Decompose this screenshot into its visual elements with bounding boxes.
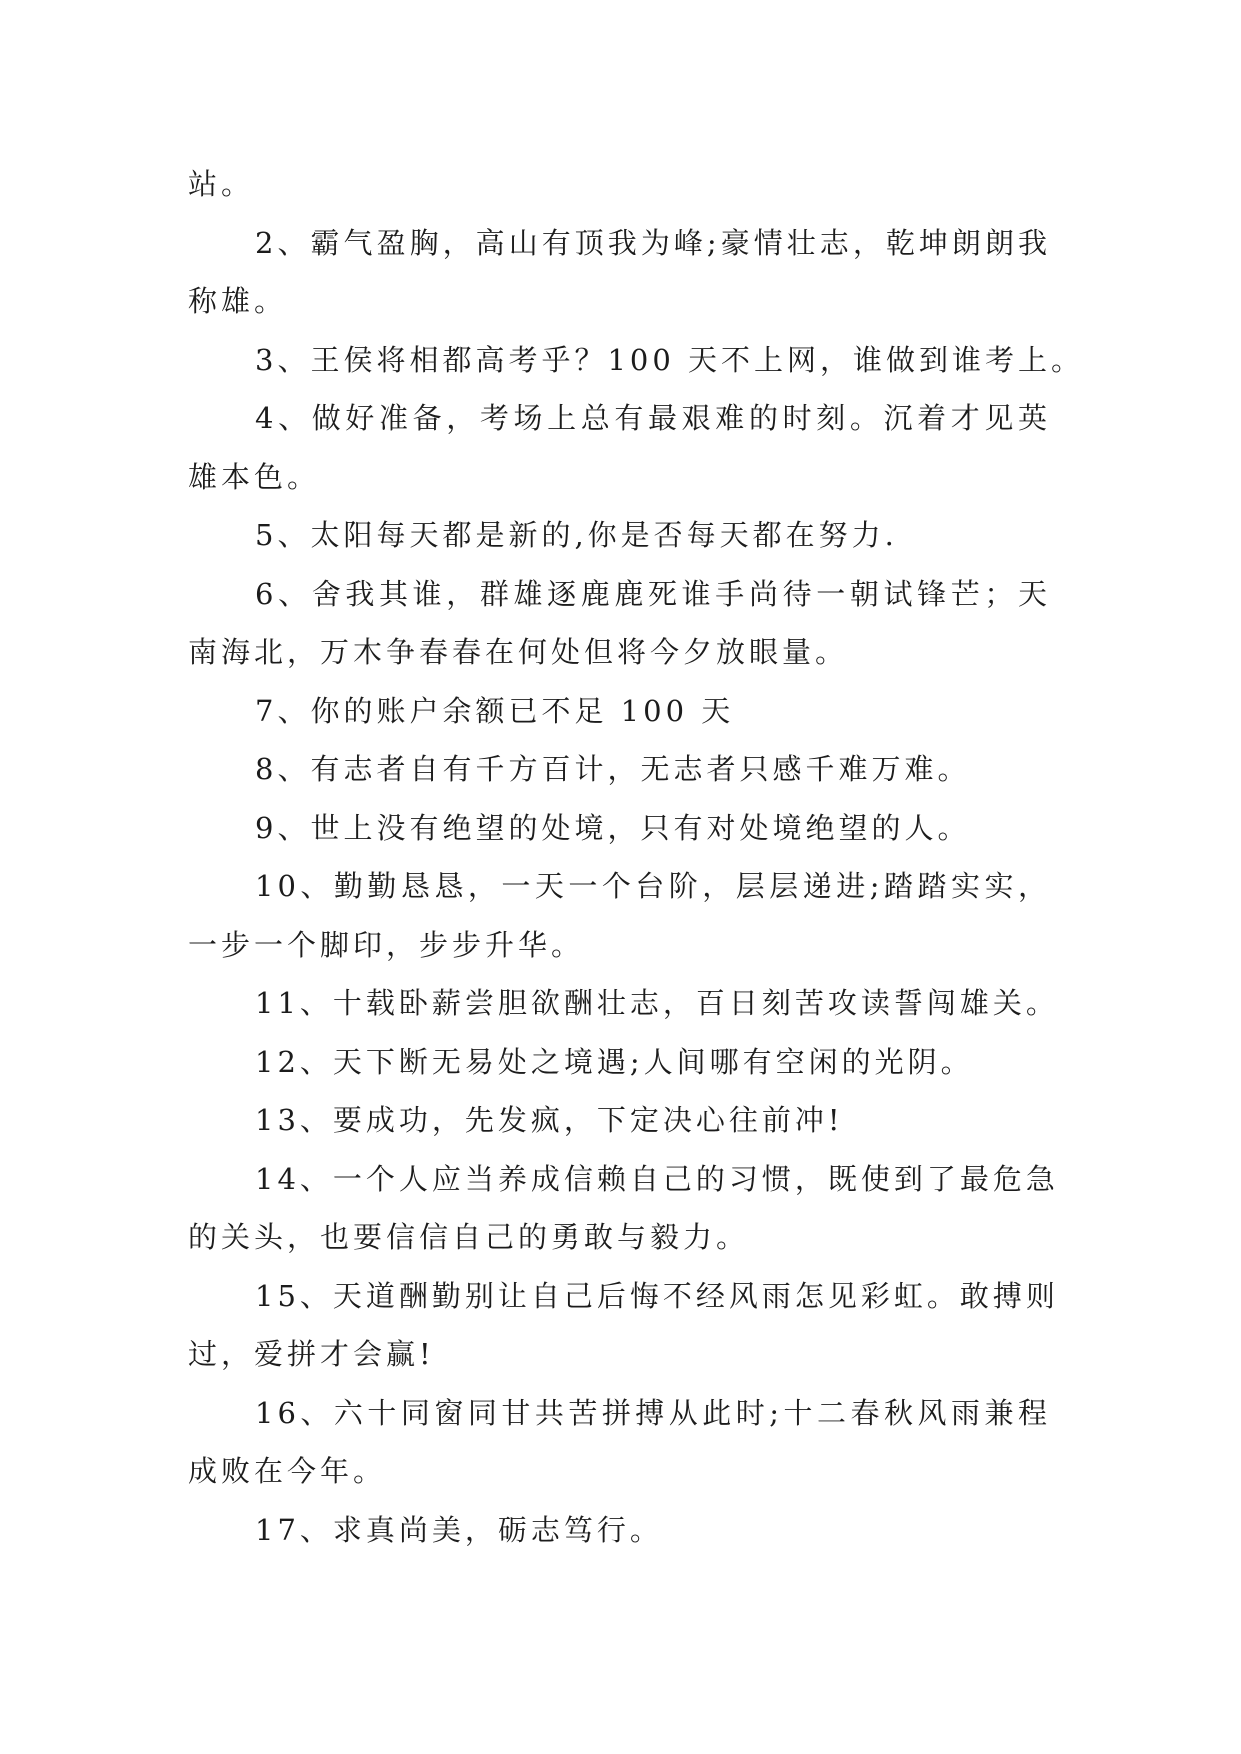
text-line: 2、霸气盈胸，高山有顶我为峰;豪情壮志，乾坤朗朗我 (255, 225, 1051, 260)
text-line: 过，爱拼才会赢! (188, 1337, 435, 1371)
document-body (188, 155, 1085, 1559)
paragraph (188, 740, 1051, 799)
text-line: 13、要成功，先发疯，下定决心往前冲! (255, 1103, 844, 1137)
paragraph (188, 1384, 1051, 1501)
text-line: 一步一个脚印，步步升华。 (188, 927, 585, 962)
paragraph (188, 799, 1051, 858)
text-line: 15、天道酬勤别让自己后悔不经风雨怎见彩虹。敢搏则 (255, 1278, 1059, 1313)
text-line: 6、舍我其谁，群雄逐鹿鹿死谁手尚待一朝试锋芒；天 (255, 576, 1051, 611)
text-line: 11、十载卧薪尝胆欲酬壮志，百日刻苦攻读誓闯雄关。 (255, 986, 1059, 1020)
text-line: 称雄。 (188, 284, 288, 318)
text-line: 7、你的账户余额已不足 100 天 (255, 693, 735, 728)
text-line: 16、六十同窗同甘共苦拼搏从此时;十二春秋风雨兼程 (255, 1395, 1051, 1430)
paragraph (188, 214, 1051, 331)
paragraph (188, 1033, 1051, 1092)
text-line: 3、王侯将相都高考乎？100 天不上网，谁做到谁考上。 (255, 342, 1085, 377)
text-line: 5、太阳每天都是新的,你是否每天都在努力. (255, 518, 898, 552)
paragraph (188, 506, 1051, 565)
paragraph (188, 857, 1051, 974)
paragraph (188, 974, 1059, 1033)
text-line: 17、求真尚美，砺志笃行。 (255, 1512, 663, 1547)
text-line: 的关头，也要信信自己的勇敢与毅力。 (188, 1220, 750, 1254)
text-line: 14、一个人应当养成信赖自己的习惯，既使到了最危急 (255, 1161, 1059, 1196)
paragraph (188, 1501, 1051, 1560)
paragraph (188, 565, 1051, 682)
text-line: 12、天下断无易处之境遇;人间哪有空闲的光阴。 (255, 1044, 974, 1079)
paragraph (188, 682, 1051, 741)
paragraph (188, 331, 1085, 390)
text-line: 10、勤勤恳恳，一天一个台阶，层层递进;踏踏实实， (255, 869, 1051, 903)
text-line: 南海北，万木争春春在何处但将今夕放眼量。 (188, 635, 849, 669)
text-line: 雄本色。 (188, 459, 321, 494)
text-line: 9、世上没有绝望的处境，只有对处境绝望的人。 (255, 810, 971, 845)
text-line: 站。 (188, 167, 255, 201)
paragraph (188, 155, 1051, 214)
paragraph (188, 1091, 1051, 1150)
text-line: 8、有志者自有千方百计，无志者只感千难万难。 (255, 752, 971, 786)
paragraph (188, 1267, 1059, 1384)
text-line: 成败在今年。 (188, 1454, 387, 1488)
paragraph (188, 1150, 1059, 1267)
text-line: 4、做好准备，考场上总有最艰难的时刻。沉着才见英 (255, 401, 1051, 435)
paragraph (188, 389, 1051, 506)
